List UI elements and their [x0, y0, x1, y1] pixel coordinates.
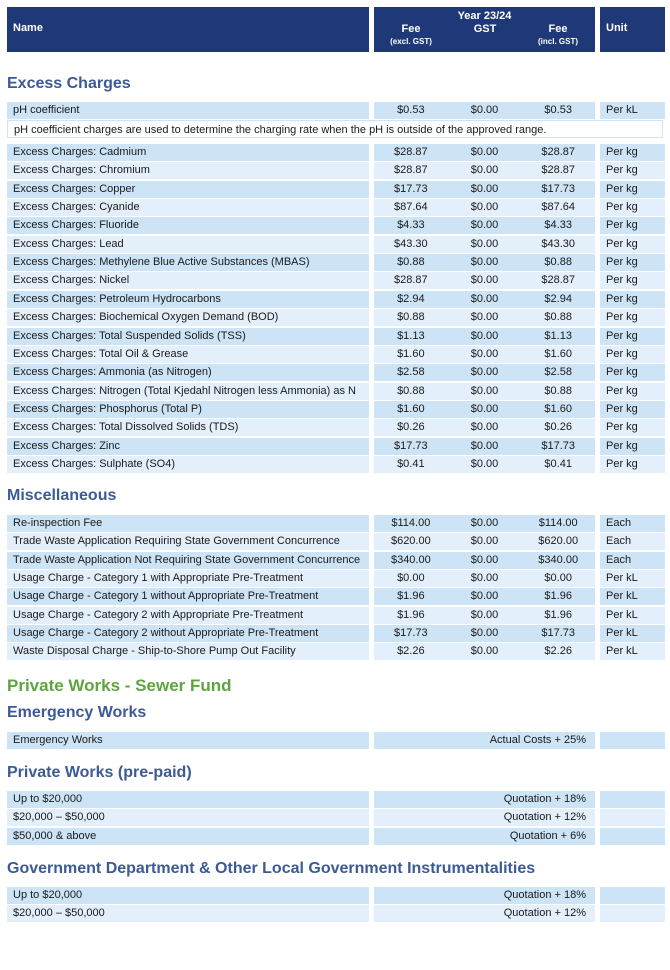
row-gst: $0.00 [470, 385, 499, 397]
row-name: Excess Charges: Chromium [7, 162, 369, 179]
table-row [7, 328, 665, 345]
row-fees [374, 383, 595, 400]
row-unit: Per kL [600, 588, 665, 605]
row-fee-incl: $1.60 [544, 348, 572, 360]
row-gst: $0.00 [470, 627, 499, 639]
table-row [7, 905, 665, 922]
row-unit: Per kg [600, 401, 665, 418]
row-fees [374, 328, 595, 345]
row-gst: $0.00 [470, 293, 499, 305]
row-unit: Per kg [600, 217, 665, 234]
row-unit: Per kg [600, 236, 665, 253]
table-row [7, 383, 665, 400]
row-fees [374, 419, 595, 436]
row-unit: Per kg [600, 162, 665, 179]
header-year-group [374, 7, 595, 52]
row-fees [374, 588, 595, 605]
row-gst: $0.00 [470, 348, 499, 360]
row-name: $20,000 – $50,000 [7, 905, 369, 922]
row-name: pH coefficient [7, 102, 369, 119]
row-fee-excl: $1.96 [397, 609, 425, 621]
row-fee-excl: $0.88 [397, 311, 425, 323]
header-fee-incl [521, 23, 595, 46]
row-fees [374, 272, 595, 289]
row-fee-incl: $1.13 [544, 330, 572, 342]
row-name: Excess Charges: Nickel [7, 272, 369, 289]
row-gst: $0.00 [470, 403, 499, 415]
table-row [7, 732, 665, 749]
row-fee-incl: $0.00 [544, 572, 572, 584]
row-fee-incl: $4.33 [544, 219, 572, 231]
row-name: Trade Waste Application Not Requiring State Government Concurrence [7, 552, 369, 569]
row-name: Excess Charges: Cyanide [7, 199, 369, 216]
row-unit: Per kg [600, 346, 665, 363]
row-fee-excl: $1.96 [397, 590, 425, 602]
table-row [7, 199, 665, 216]
row-name: Excess Charges: Zinc [7, 438, 369, 455]
section-title-emergency: Emergency Works [7, 704, 147, 721]
row-fee-incl: $17.73 [541, 627, 575, 639]
row-fee-excl: $87.64 [394, 201, 428, 213]
row-fees [374, 401, 595, 418]
row-value: Quotation + 12% [374, 905, 595, 922]
table-row-ph [7, 102, 665, 119]
row-name: Usage Charge - Category 2 with Appropriate Pre-Treatment [7, 607, 369, 624]
row-name: Excess Charges: Fluoride [7, 217, 369, 234]
table-row [7, 887, 665, 904]
row-fee-incl: $17.73 [541, 440, 575, 452]
table-header [7, 7, 665, 52]
table-row [7, 607, 665, 624]
row-fee-excl: $17.73 [394, 183, 428, 195]
row-unit: Per kL [600, 570, 665, 587]
row-fee-incl: $2.58 [544, 366, 572, 378]
row-fees [374, 217, 595, 234]
row-name: Excess Charges: Ammonia (as Nitrogen) [7, 364, 369, 381]
row-fee-incl: $1.96 [544, 609, 572, 621]
table-row [7, 272, 665, 289]
row-gst: $0.00 [470, 256, 499, 268]
row-fee-excl: $28.87 [394, 274, 428, 286]
row-name: Excess Charges: Nitrogen (Total Kjedahl Nitrogen less Ammonia) as N [7, 383, 369, 400]
section-title-prepaid: Private Works (pre-paid) [7, 764, 192, 781]
row-fee-excl: $2.58 [397, 366, 425, 378]
row-unit: Per kL [600, 625, 665, 642]
row-fee-excl: $17.73 [394, 627, 428, 639]
section-title-private-works: Private Works - Sewer Fund [7, 676, 232, 695]
row-value: Quotation + 12% [374, 809, 595, 826]
row-name: Excess Charges: Methylene Blue Active Substances (MBAS) [7, 254, 369, 271]
row-name: Excess Charges: Copper [7, 181, 369, 198]
header-name: Name [7, 7, 369, 52]
row-fee-excl: $340.00 [390, 554, 431, 566]
row-fees [374, 236, 595, 253]
row-value: Quotation + 18% [374, 791, 595, 808]
row-fee-incl: $0.88 [544, 385, 572, 397]
row-fee-incl: $28.87 [541, 164, 575, 176]
row-gst: $0.00 [470, 645, 499, 657]
row-fees [374, 456, 595, 473]
header-gst-label: GST [473, 23, 497, 35]
row-unit: Each [600, 533, 665, 550]
row-fee-excl: $620.00 [390, 535, 431, 547]
row-gst: $0.00 [470, 572, 499, 584]
row-fees [374, 533, 595, 550]
row-gst: $0.00 [470, 238, 499, 250]
row-fees [374, 144, 595, 161]
row-gst: $0.00 [470, 458, 499, 470]
row-unit: Per kg [600, 291, 665, 308]
row-fee-incl: $87.64 [541, 201, 575, 213]
row-fee-excl: $0.26 [397, 421, 425, 433]
row-fees [374, 291, 595, 308]
row-gst: $0.00 [470, 219, 499, 231]
table-row [7, 419, 665, 436]
row-name: Emergency Works [7, 732, 369, 749]
table-row [7, 291, 665, 308]
row-unit [600, 791, 665, 808]
table-row [7, 809, 665, 826]
row-gst: $0.00 [470, 164, 499, 176]
row-fee-incl: $114.00 [538, 517, 578, 529]
row-fee-excl: $114.00 [391, 517, 431, 529]
row-fees [374, 643, 595, 660]
row-fee-excl: $0.88 [397, 256, 425, 268]
row-gst: $0.00 [470, 609, 499, 621]
header-fee-incl-sub: (incl. GST) [538, 37, 578, 46]
row-fee-incl: $28.87 [541, 274, 575, 286]
table-row [7, 162, 665, 179]
row-fee-incl: $17.73 [541, 183, 575, 195]
row-fee-excl: $1.60 [397, 348, 425, 360]
table-row [7, 791, 665, 808]
row-fees [374, 254, 595, 271]
table-row [7, 254, 665, 271]
row-unit: Per kg [600, 383, 665, 400]
section-title-misc: Miscellaneous [7, 487, 117, 504]
row-fees [374, 570, 595, 587]
table-row [7, 144, 665, 161]
row-fee-incl: $340.00 [538, 554, 579, 566]
table-row [7, 625, 665, 642]
row-gst: $0.00 [470, 330, 499, 342]
row-unit: Per kL [600, 102, 665, 119]
row-gst: $0.00 [470, 535, 499, 547]
row-name: $20,000 – $50,000 [7, 809, 369, 826]
row-gst: $0.00 [470, 554, 499, 566]
row-fee-excl: $1.13 [397, 330, 425, 342]
row-value: Quotation + 18% [374, 887, 595, 904]
row-unit: Per kg [600, 456, 665, 473]
table-row [7, 236, 665, 253]
row-unit: Per kg [600, 438, 665, 455]
table-row [7, 643, 665, 660]
row-unit [600, 732, 665, 749]
row-fee-incl: $2.26 [544, 645, 572, 657]
row-fees [374, 102, 595, 119]
row-fees [374, 199, 595, 216]
row-name: Usage Charge - Category 1 without Appropriate Pre-Treatment [7, 588, 369, 605]
row-unit [600, 809, 665, 826]
header-gst [448, 23, 522, 35]
table-row [7, 552, 665, 569]
row-fee-excl: $28.87 [394, 164, 428, 176]
header-fee-excl-sub: (excl. GST) [390, 37, 432, 46]
row-unit: Per kg [600, 419, 665, 436]
row-fees [374, 515, 595, 532]
row-fees [374, 625, 595, 642]
row-gst: $0.00 [470, 201, 499, 213]
row-fee-incl: $0.26 [544, 421, 572, 433]
row-fee-incl: $1.60 [544, 403, 572, 415]
row-fee-excl: $43.30 [394, 238, 428, 250]
row-value: Actual Costs + 25% [374, 732, 595, 749]
table-row [7, 570, 665, 587]
row-name: Usage Charge - Category 1 with Appropriate Pre-Treatment [7, 570, 369, 587]
row-fee-incl: $1.96 [544, 590, 572, 602]
row-gst: $0.00 [470, 366, 499, 378]
row-fees [374, 552, 595, 569]
table-row [7, 533, 665, 550]
row-fees [374, 162, 595, 179]
row-name: Excess Charges: Total Oil & Grease [7, 346, 369, 363]
row-name: $50,000 & above [7, 828, 369, 845]
row-fees [374, 364, 595, 381]
table-row [7, 364, 665, 381]
table-row [7, 346, 665, 363]
row-name: Excess Charges: Lead [7, 236, 369, 253]
section-title-govt: Government Department & Other Local Government Instrumentalities [7, 860, 536, 877]
ph-note: pH coefficient charges are used to determine the charging rate when the pH is outside of the approved range. [7, 120, 663, 138]
row-gst: $0.00 [470, 311, 499, 323]
header-fee-excl-label: Fee [401, 23, 421, 35]
row-name: Up to $20,000 [7, 791, 369, 808]
table-row [7, 438, 665, 455]
row-gst: $0.00 [470, 183, 499, 195]
header-fee-incl-label: Fee [548, 23, 568, 35]
row-name: Re-inspection Fee [7, 515, 369, 532]
row-name: Up to $20,000 [7, 887, 369, 904]
row-gst: $0.00 [470, 274, 499, 286]
row-unit: Each [600, 552, 665, 569]
row-fee-incl: $2.94 [544, 293, 572, 305]
row-gst: $0.00 [470, 421, 499, 433]
table-row [7, 309, 665, 326]
row-name: Excess Charges: Total Dissolved Solids (TDS) [7, 419, 369, 436]
header-unit: Unit [600, 7, 665, 52]
row-fee-incl: $0.53 [544, 104, 572, 116]
row-fee-excl: $2.94 [397, 293, 425, 305]
row-unit: Per kg [600, 254, 665, 271]
row-gst: $0.00 [470, 146, 499, 158]
row-name: Excess Charges: Total Suspended Solids (TSS) [7, 328, 369, 345]
row-fees [374, 309, 595, 326]
row-name: Excess Charges: Phosphorus (Total P) [7, 401, 369, 418]
table-row [7, 515, 665, 532]
row-unit: Per kg [600, 328, 665, 345]
section-title-excess: Excess Charges [7, 75, 131, 92]
row-fee-incl: $28.87 [541, 146, 575, 158]
row-fees [374, 346, 595, 363]
table-row [7, 588, 665, 605]
row-value: Quotation + 6% [374, 828, 595, 845]
row-unit: Per kg [600, 309, 665, 326]
row-unit: Per kg [600, 199, 665, 216]
row-fee-excl: $0.53 [397, 104, 425, 116]
row-fee-excl: $1.60 [397, 403, 425, 415]
row-name: Trade Waste Application Requiring State Government Concurrence [7, 533, 369, 550]
row-unit [600, 905, 665, 922]
row-fees [374, 438, 595, 455]
row-unit: Per kg [600, 364, 665, 381]
row-fee-excl: $4.33 [397, 219, 425, 231]
row-gst: $0.00 [470, 517, 499, 529]
row-fee-excl: $0.88 [397, 385, 425, 397]
row-fees [374, 607, 595, 624]
row-fee-excl: $0.00 [397, 572, 425, 584]
table-row [7, 181, 665, 198]
row-gst: $0.00 [470, 590, 499, 602]
row-unit: Each [600, 515, 665, 532]
row-gst: $0.00 [470, 104, 499, 116]
row-fees [374, 181, 595, 198]
table-row [7, 217, 665, 234]
row-unit: Per kL [600, 607, 665, 624]
table-row [7, 828, 665, 845]
row-fee-excl: $2.26 [397, 645, 425, 657]
row-gst: $0.00 [470, 440, 499, 452]
row-unit [600, 828, 665, 845]
row-name: Excess Charges: Cadmium [7, 144, 369, 161]
row-unit: Per kg [600, 144, 665, 161]
table-row [7, 456, 665, 473]
row-fee-excl: $17.73 [394, 440, 428, 452]
table-row [7, 401, 665, 418]
row-fee-incl: $0.88 [544, 256, 572, 268]
header-fee-excl [374, 23, 448, 46]
row-fee-incl: $620.00 [538, 535, 579, 547]
row-unit: Per kg [600, 181, 665, 198]
header-year: Year 23/24 [457, 10, 512, 22]
row-unit [600, 887, 665, 904]
row-fee-excl: $0.41 [397, 458, 425, 470]
row-name: Usage Charge - Category 2 without Appropriate Pre-Treatment [7, 625, 369, 642]
row-fee-incl: $0.41 [544, 458, 572, 470]
row-name: Excess Charges: Sulphate (SO4) [7, 456, 369, 473]
row-unit: Per kg [600, 272, 665, 289]
row-fee-incl: $0.88 [544, 311, 572, 323]
row-fee-incl: $43.30 [541, 238, 575, 250]
row-name: Waste Disposal Charge - Ship-to-Shore Pump Out Facility [7, 643, 369, 660]
row-name: Excess Charges: Biochemical Oxygen Demand (BOD) [7, 309, 369, 326]
row-unit: Per kL [600, 643, 665, 660]
row-name: Excess Charges: Petroleum Hydrocarbons [7, 291, 369, 308]
row-fee-excl: $28.87 [394, 146, 428, 158]
